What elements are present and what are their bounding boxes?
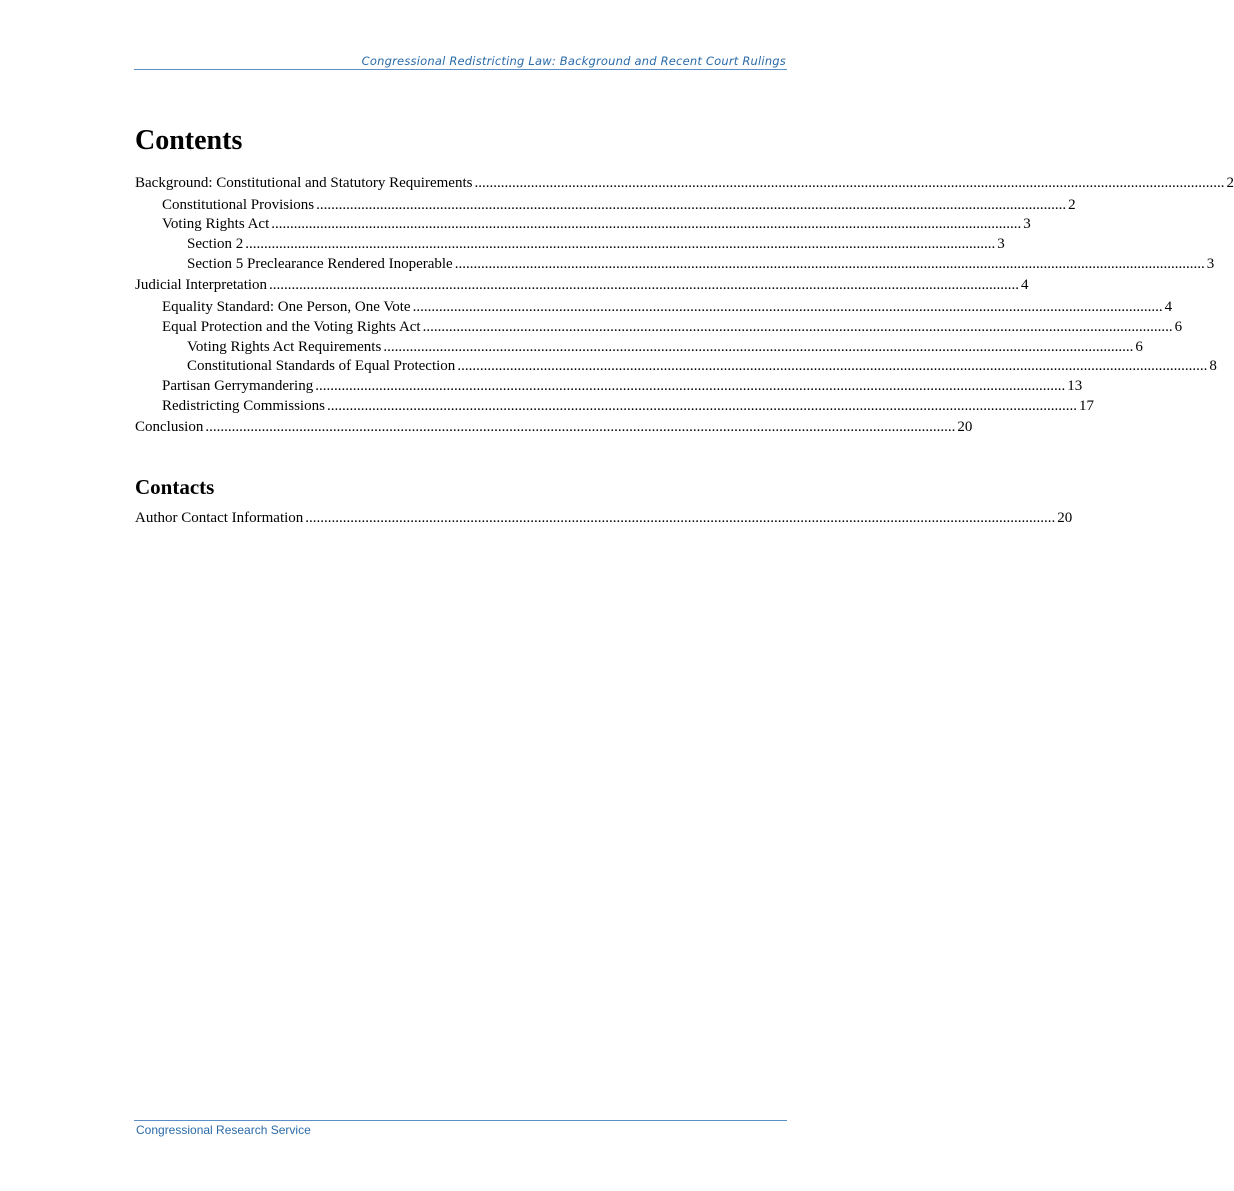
toc-entry-page: 20 — [957, 419, 973, 436]
toc-entry-label: Judicial Interpretation — [135, 277, 268, 294]
toc-entry-page: 2 — [1226, 175, 1234, 191]
toc-leader-dots: ........................................................................................................................................................................................................ — [457, 358, 1208, 375]
toc-leader-dots: ........................................................................................................................................................................................................ — [245, 236, 996, 253]
toc-entry-label: Equal Protection and the Voting Rights Act — [162, 318, 421, 335]
toc-leader-dots: ........................................................................................................................................................................................................ — [315, 377, 1066, 394]
running-header: Congressional Redistricting Law: Background and Recent Court Rulings — [361, 54, 786, 68]
toc-leader-dots: ........................................................................................................................................................................................................ — [271, 216, 1022, 233]
toc-entry-label: Background: Constitutional and Statutory Requirements — [135, 175, 473, 191]
toc-entry-label: Section 5 Preclearance Rendered Inoperable — [187, 255, 453, 272]
toc-entry-label: Equality Standard: One Person, One Vote — [162, 299, 411, 316]
toc-entry-label: Conclusion — [135, 419, 204, 436]
toc-entry-label: Partisan Gerrymandering — [162, 377, 314, 394]
contents-title: Contents — [135, 125, 243, 156]
header-rule — [134, 69, 787, 70]
toc-entry-label: Constitutional Standards of Equal Protection — [187, 358, 456, 375]
toc-entry-label: Constitutional Provisions — [162, 196, 315, 213]
toc-entry-page: 2 — [1068, 196, 1076, 213]
toc-leader-dots: ........................................................................................................................................................................................................ — [412, 299, 1163, 316]
toc-entry[interactable] — [135, 174, 1234, 194]
toc-leader-dots: ........................................................................................................................................................................................................ — [316, 196, 1067, 213]
toc-entry[interactable] — [135, 418, 973, 438]
toc-entry[interactable] — [135, 196, 1076, 216]
toc-entry-label: Redistricting Commissions — [162, 397, 325, 414]
toc-entry-page: 13 — [1067, 377, 1083, 394]
toc-entry-page: 3 — [1206, 255, 1215, 272]
toc-entry-page: 3 — [997, 236, 1005, 253]
toc-entry[interactable] — [135, 509, 1073, 529]
toc-leader-dots: ........................................................................................................................................................................................................ — [205, 419, 956, 436]
contents-toc — [135, 174, 1234, 438]
footer-rule — [134, 1120, 787, 1121]
toc-entry-page: 3 — [1023, 216, 1031, 233]
toc-entry[interactable] — [135, 318, 1183, 338]
toc-leader-dots: ........................................................................................................................................................................................................ — [383, 338, 1134, 355]
toc-entry[interactable] — [135, 235, 1005, 255]
toc-entry[interactable] — [135, 276, 1029, 296]
toc-leader-dots: ........................................................................................................................................................................................................ — [269, 277, 1020, 294]
toc-entry-page: 17 — [1078, 397, 1094, 414]
toc-entry-page: 4 — [1164, 299, 1173, 316]
toc-entry-page: 4 — [1021, 277, 1029, 294]
toc-entry-label: Section 2 — [187, 236, 244, 253]
toc-entry-label: Voting Rights Act Requirements — [187, 338, 382, 355]
toc-entry-page: 8 — [1209, 358, 1217, 375]
toc-leader-dots: ........................................................................................................................................................................................................ — [454, 255, 1205, 272]
contacts-title: Contacts — [135, 475, 215, 499]
toc-entry[interactable] — [135, 357, 1217, 377]
toc-entry[interactable] — [135, 397, 1094, 417]
toc-entry[interactable] — [135, 255, 1215, 275]
contacts-toc — [135, 509, 1073, 529]
toc-entry-page: 6 — [1135, 338, 1143, 355]
toc-leader-dots: ........................................................................................................................................................................................................ — [474, 175, 1225, 191]
toc-leader-dots: ........................................................................................................................................................................................................ — [305, 510, 1056, 526]
toc-entry[interactable] — [135, 338, 1143, 358]
toc-leader-dots: ........................................................................................................................................................................................................ — [422, 318, 1173, 335]
toc-entry[interactable] — [135, 215, 1031, 235]
toc-entry[interactable] — [135, 377, 1083, 397]
toc-entry-label: Voting Rights Act — [162, 216, 270, 233]
footer-organization: Congressional Research Service — [136, 1123, 311, 1137]
toc-entry[interactable] — [135, 298, 1173, 318]
toc-leader-dots: ........................................................................................................................................................................................................ — [326, 397, 1077, 414]
toc-entry-label: Author Contact Information — [135, 510, 304, 526]
toc-entry-page: 6 — [1174, 318, 1183, 335]
toc-entry-page: 20 — [1057, 510, 1073, 526]
